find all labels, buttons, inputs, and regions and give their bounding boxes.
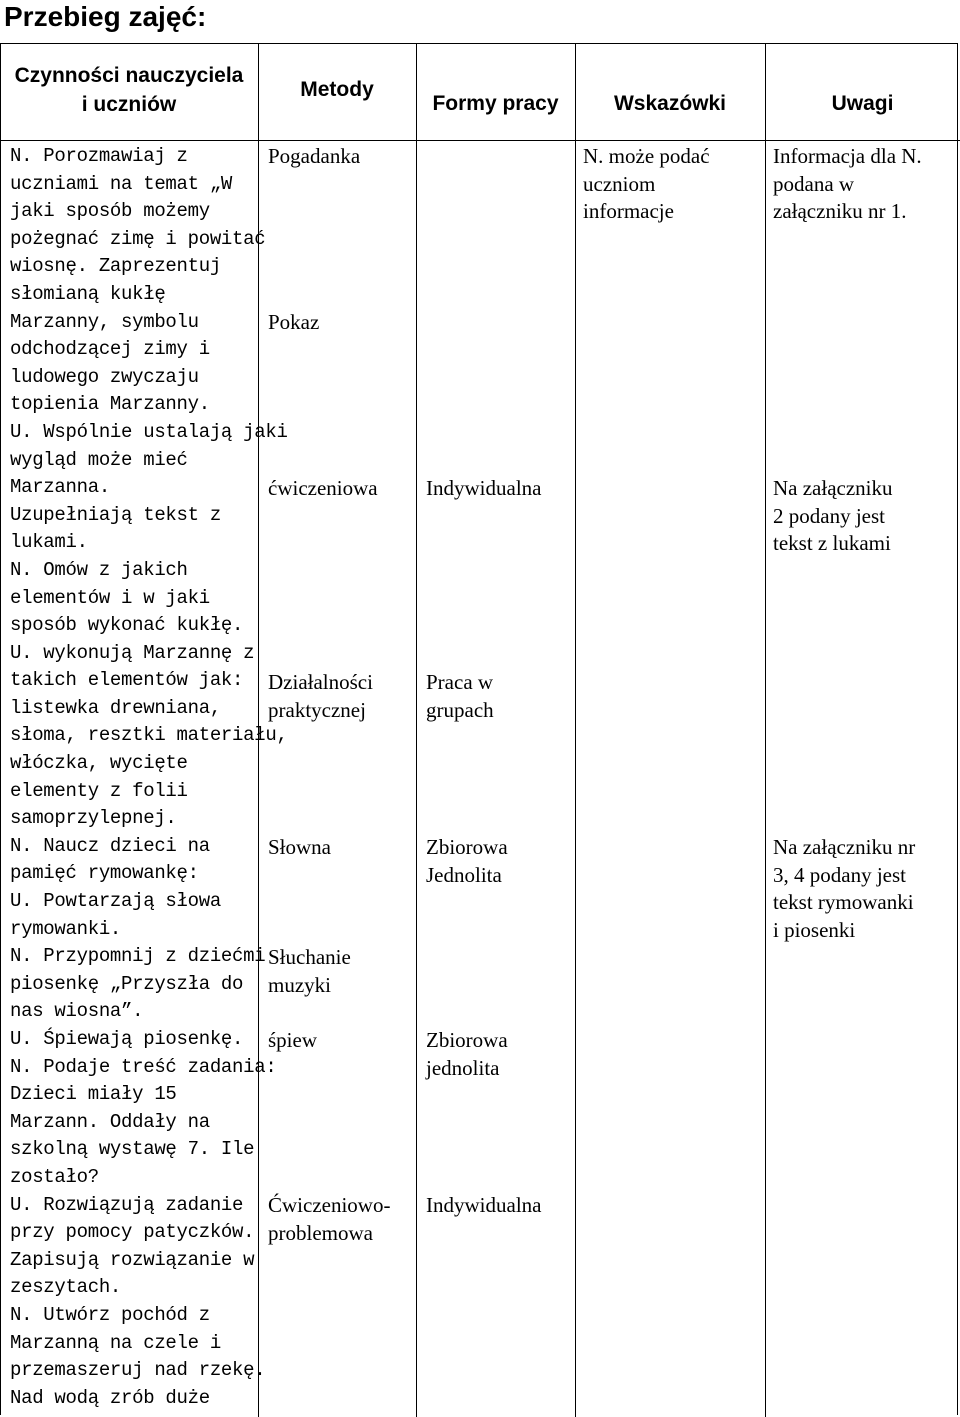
activity-line: elementów i w jaki xyxy=(10,586,210,609)
activity-line: Marzann. Oddały na xyxy=(10,1110,210,1133)
activity-line: ludowego zwyczaju xyxy=(10,365,199,388)
method-item: Słowna xyxy=(268,835,331,859)
activity-line: Uzupełniają tekst z xyxy=(10,503,221,526)
activity-line: N. Omów z jakich xyxy=(10,558,188,581)
activity-line: pożegnać zimę i powitać xyxy=(10,227,266,250)
activity-line: elementy z folii xyxy=(10,779,188,802)
method-item: śpiew xyxy=(268,1028,317,1052)
activity-line: nas wiosna”. xyxy=(10,1000,144,1023)
hint-item: N. może podać uczniom informacje xyxy=(583,144,710,224)
header-activities-line2: i uczniów xyxy=(81,93,177,116)
activity-line: rymowanki. xyxy=(10,917,122,940)
form-item: Praca w grupach xyxy=(426,670,494,722)
column-divider xyxy=(575,43,576,1417)
activity-line: Nad wodą zrób duże xyxy=(10,1386,210,1409)
activity-line: uczniami na temat „W xyxy=(10,172,233,195)
activity-line: Marzanny, symbolu xyxy=(10,310,199,333)
activity-line: U. wykonują Marzannę z xyxy=(10,641,255,664)
method-item: Ćwiczeniowo- problemowa xyxy=(268,1193,391,1245)
activity-line: N. Podaje treść zadania: xyxy=(10,1055,277,1078)
form-item: Indywidualna xyxy=(426,1193,542,1217)
header-divider xyxy=(0,140,960,141)
activity-line: wiosnę. Zaprezentuj xyxy=(10,255,221,278)
column-divider xyxy=(765,43,766,1417)
activity-line: samoprzylepnej. xyxy=(10,807,177,830)
header-methods: Metody xyxy=(300,78,374,101)
activity-line: takich elementów jak: xyxy=(10,669,244,692)
form-item: Indywidualna xyxy=(426,476,542,500)
activity-line: topienia Marzanny. xyxy=(10,393,210,416)
method-item: Słuchanie muzyki xyxy=(268,945,351,997)
activity-line: zeszytach. xyxy=(10,1276,122,1299)
activity-line: włóczka, wycięte xyxy=(10,752,188,775)
header-hints: Wskazówki xyxy=(613,92,727,115)
activities-column xyxy=(10,143,288,1412)
header-forms: Formy pracy xyxy=(432,92,559,115)
activity-line: pamięć rymowankę: xyxy=(10,862,199,885)
note-item: Na załączniku nr 3, 4 podany jest tekst rymowanki i piosenki xyxy=(773,835,916,942)
activity-line: listewka drewniana, xyxy=(10,696,221,719)
method-item: Działalności praktycznej xyxy=(268,670,373,722)
method-item: Pokaz xyxy=(268,310,320,334)
activity-line: Zapisują rozwiązanie w xyxy=(10,1248,255,1271)
activity-line: przy pomocy patyczków. xyxy=(10,1221,255,1244)
activity-line: słomianą kukłę xyxy=(10,282,166,305)
header-activities xyxy=(0,61,258,119)
activity-line: wygląd może mieć xyxy=(10,448,188,471)
activity-line: N. Naucz dzieci na xyxy=(10,834,210,857)
activity-line: lukami. xyxy=(10,531,88,554)
header-activities-line1: Czynności nauczyciela xyxy=(14,64,244,87)
activity-line: słoma, resztki materiału, xyxy=(10,724,288,747)
activity-line: piosenkę „Przyszła do xyxy=(10,972,244,995)
activity-line: U. Rozwiązują zadanie xyxy=(10,1193,244,1216)
header-notes: Uwagi xyxy=(831,92,894,115)
form-item: Zbiorowa Jednolita xyxy=(426,835,508,887)
page-title: Przebieg zajęć: xyxy=(4,1,207,32)
activity-line: jaki sposób możemy xyxy=(10,200,210,223)
form-item: Zbiorowa jednolita xyxy=(426,1028,508,1080)
activity-line: U. Powtarzają słowa xyxy=(10,890,221,913)
activity-line: U. Wspólnie ustalają jaki xyxy=(10,420,288,443)
method-item: ćwiczeniowa xyxy=(268,476,378,500)
activity-line: N. Utwórz pochód z xyxy=(10,1303,210,1326)
column-divider xyxy=(416,43,417,1417)
activity-line: N. Porozmawiaj z xyxy=(10,145,188,167)
note-item: Informacja dla N. podana w załączniku nr 1. xyxy=(773,144,922,224)
activity-line: Marzanną na czele i xyxy=(10,1331,221,1354)
activity-line: zostało? xyxy=(10,1165,99,1188)
activity-line: przemaszeruj nad rzekę. xyxy=(10,1359,266,1382)
activity-line: Dzieci miały 15 xyxy=(10,1083,177,1106)
activity-line: N. Przypomnij z dziećmi xyxy=(10,945,266,968)
activity-line: odchodzącej zimy i xyxy=(10,338,210,361)
note-item: Na załączniku 2 podany jest tekst z lukami xyxy=(773,476,893,556)
activity-line: sposób wykonać kukłę. xyxy=(10,614,244,637)
method-item: Pogadanka xyxy=(268,144,361,168)
activity-line: szkolną wystawę 7. Ile xyxy=(10,1138,255,1161)
activity-line: Marzanna. xyxy=(10,476,110,499)
activity-line: U. Śpiewają piosenkę. xyxy=(10,1028,244,1050)
